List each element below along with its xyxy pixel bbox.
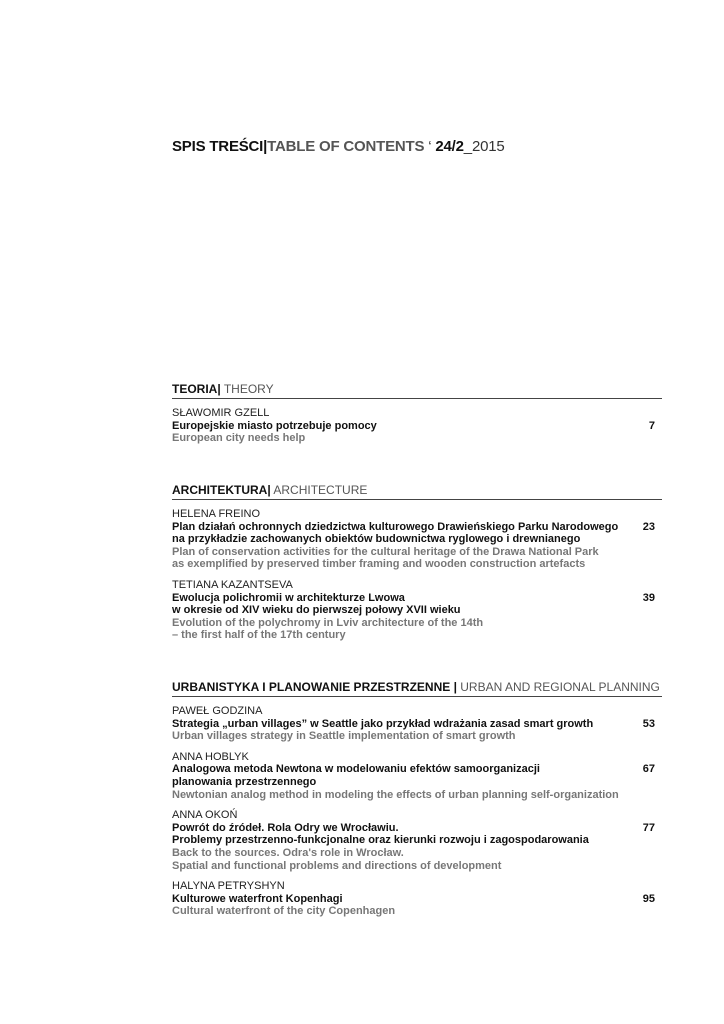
title-tick: ‘: [424, 138, 436, 155]
entry-title-english: Newtonian analog method in modeling the effects of urban planning self-organization: [172, 788, 619, 801]
volume-number: 24/2: [435, 138, 464, 155]
entry-page-number: 77: [642, 821, 655, 834]
section-heading-polish: ARCHITEKTURA: [172, 483, 268, 497]
entry-page-number: 39: [642, 591, 655, 604]
section-heading-english: URBAN AND REGIONAL PLANNING: [460, 680, 660, 694]
entry-title-polish: Powrót do źródeł. Rola Odry we Wrocławiu.: [172, 821, 399, 834]
title-english: TABLE OF CONTENTS: [267, 138, 425, 155]
entry-title-english: European city needs help: [172, 432, 306, 445]
entry-author: PAWEŁ GODZINA: [172, 705, 263, 717]
volume-year: _2015: [463, 138, 505, 155]
entry-author: SŁAWOMIR GZELL: [172, 407, 270, 419]
toc-entry[interactable]: [172, 880, 662, 918]
entry-title-polish: na przykładzie zachowanych obiektów budownictwa ryglowego i drewnianego: [172, 533, 581, 546]
section-heading: [172, 680, 662, 697]
entry-author: HALYNA PETRYSHYN: [172, 880, 285, 893]
title-polish: SPIS TREŚCI: [172, 138, 264, 155]
toc-entry[interactable]: [172, 809, 662, 872]
section-heading-polish: TEORIA: [172, 382, 218, 396]
entry-page-number: 67: [642, 763, 655, 776]
entry-title-polish: Plan działań ochronnych dziedzictwa kulturowego Drawieńskiego Parku Narodowego: [172, 520, 619, 533]
entry-author: ANNA OKOŃ: [172, 809, 238, 822]
section-heading-separator: |: [450, 680, 461, 694]
entry-title-english: as exemplified by preserved timber framing and wooden construction artefacts: [172, 558, 586, 571]
toc-entry[interactable]: [172, 508, 662, 571]
entry-author: TETIANA KAZANTSEVA: [172, 578, 293, 591]
entry-page-number: 53: [642, 717, 655, 730]
entry-page-number: 95: [642, 892, 655, 905]
entry-page-number: 23: [642, 520, 655, 533]
entry-title-english: Back to the sources. Odra's role in Wrocław.: [172, 846, 404, 859]
entry-title-polish: Strategia „urban villages” w Seattle jako przykład wdrażania zasad smart growth: [172, 717, 594, 730]
toc-entry[interactable]: [172, 705, 662, 743]
entry-title-polish: Ewolucja polichromii w architekturze Lwowa: [172, 591, 405, 604]
entry-title-english: Cultural waterfront of the city Copenhagen: [172, 905, 396, 918]
entry-page-number: 7: [648, 419, 655, 432]
toc-entry[interactable]: [172, 407, 662, 445]
entry-title-english: Spatial and functional problems and directions of development: [172, 859, 502, 872]
section-architecture: [172, 483, 662, 642]
toc-entry[interactable]: [172, 751, 662, 801]
entry-title-polish: planowania przestrzennego: [172, 775, 317, 788]
entry-author: ANNA HOBLYK: [172, 750, 249, 763]
entry-author: HELENA FREINO: [172, 508, 261, 520]
section-urban-planning: [172, 680, 662, 918]
section-heading-english: THEORY: [220, 382, 274, 396]
entry-title-polish: Kulturowe waterfront Kopenhagi: [172, 892, 343, 905]
section-heading-separator: |: [267, 483, 271, 497]
entry-title-polish: Problemy przestrzenno-funkcjonalne oraz kierunki rozwoju i zagospodarowania: [172, 834, 589, 847]
section-heading-separator: |: [217, 382, 221, 396]
section-heading: [172, 483, 662, 500]
entry-title-english: – the first half of the 17th century: [172, 629, 346, 642]
entry-title-english: Urban villages strategy in Seattle implementation of smart growth: [172, 730, 516, 743]
entry-title-polish: w okresie od XIV wieku do pierwszej połowy XVII wieku: [172, 604, 461, 617]
entry-title-polish: Europejskie miasto potrzebuje pomocy: [172, 419, 377, 432]
section-theory: [172, 382, 662, 445]
page-title: [172, 138, 505, 155]
entry-title-english: Evolution of the polychromy in Lviv architecture of the 14th: [172, 616, 484, 629]
section-heading-polish: URBANISTYKA I PLANOWANIE PRZESTRZENNE: [172, 680, 451, 694]
entry-title-english: Plan of conservation activities for the cultural heritage of the Drawa National Park: [172, 545, 599, 558]
section-heading: [172, 382, 662, 399]
title-separator: |: [263, 138, 268, 155]
section-heading-english: ARCHITECTURE: [270, 483, 368, 497]
entry-title-polish: Analogowa metoda Newtona w modelowaniu efektów samoorganizacji: [172, 763, 540, 776]
toc-entry[interactable]: [172, 579, 662, 642]
